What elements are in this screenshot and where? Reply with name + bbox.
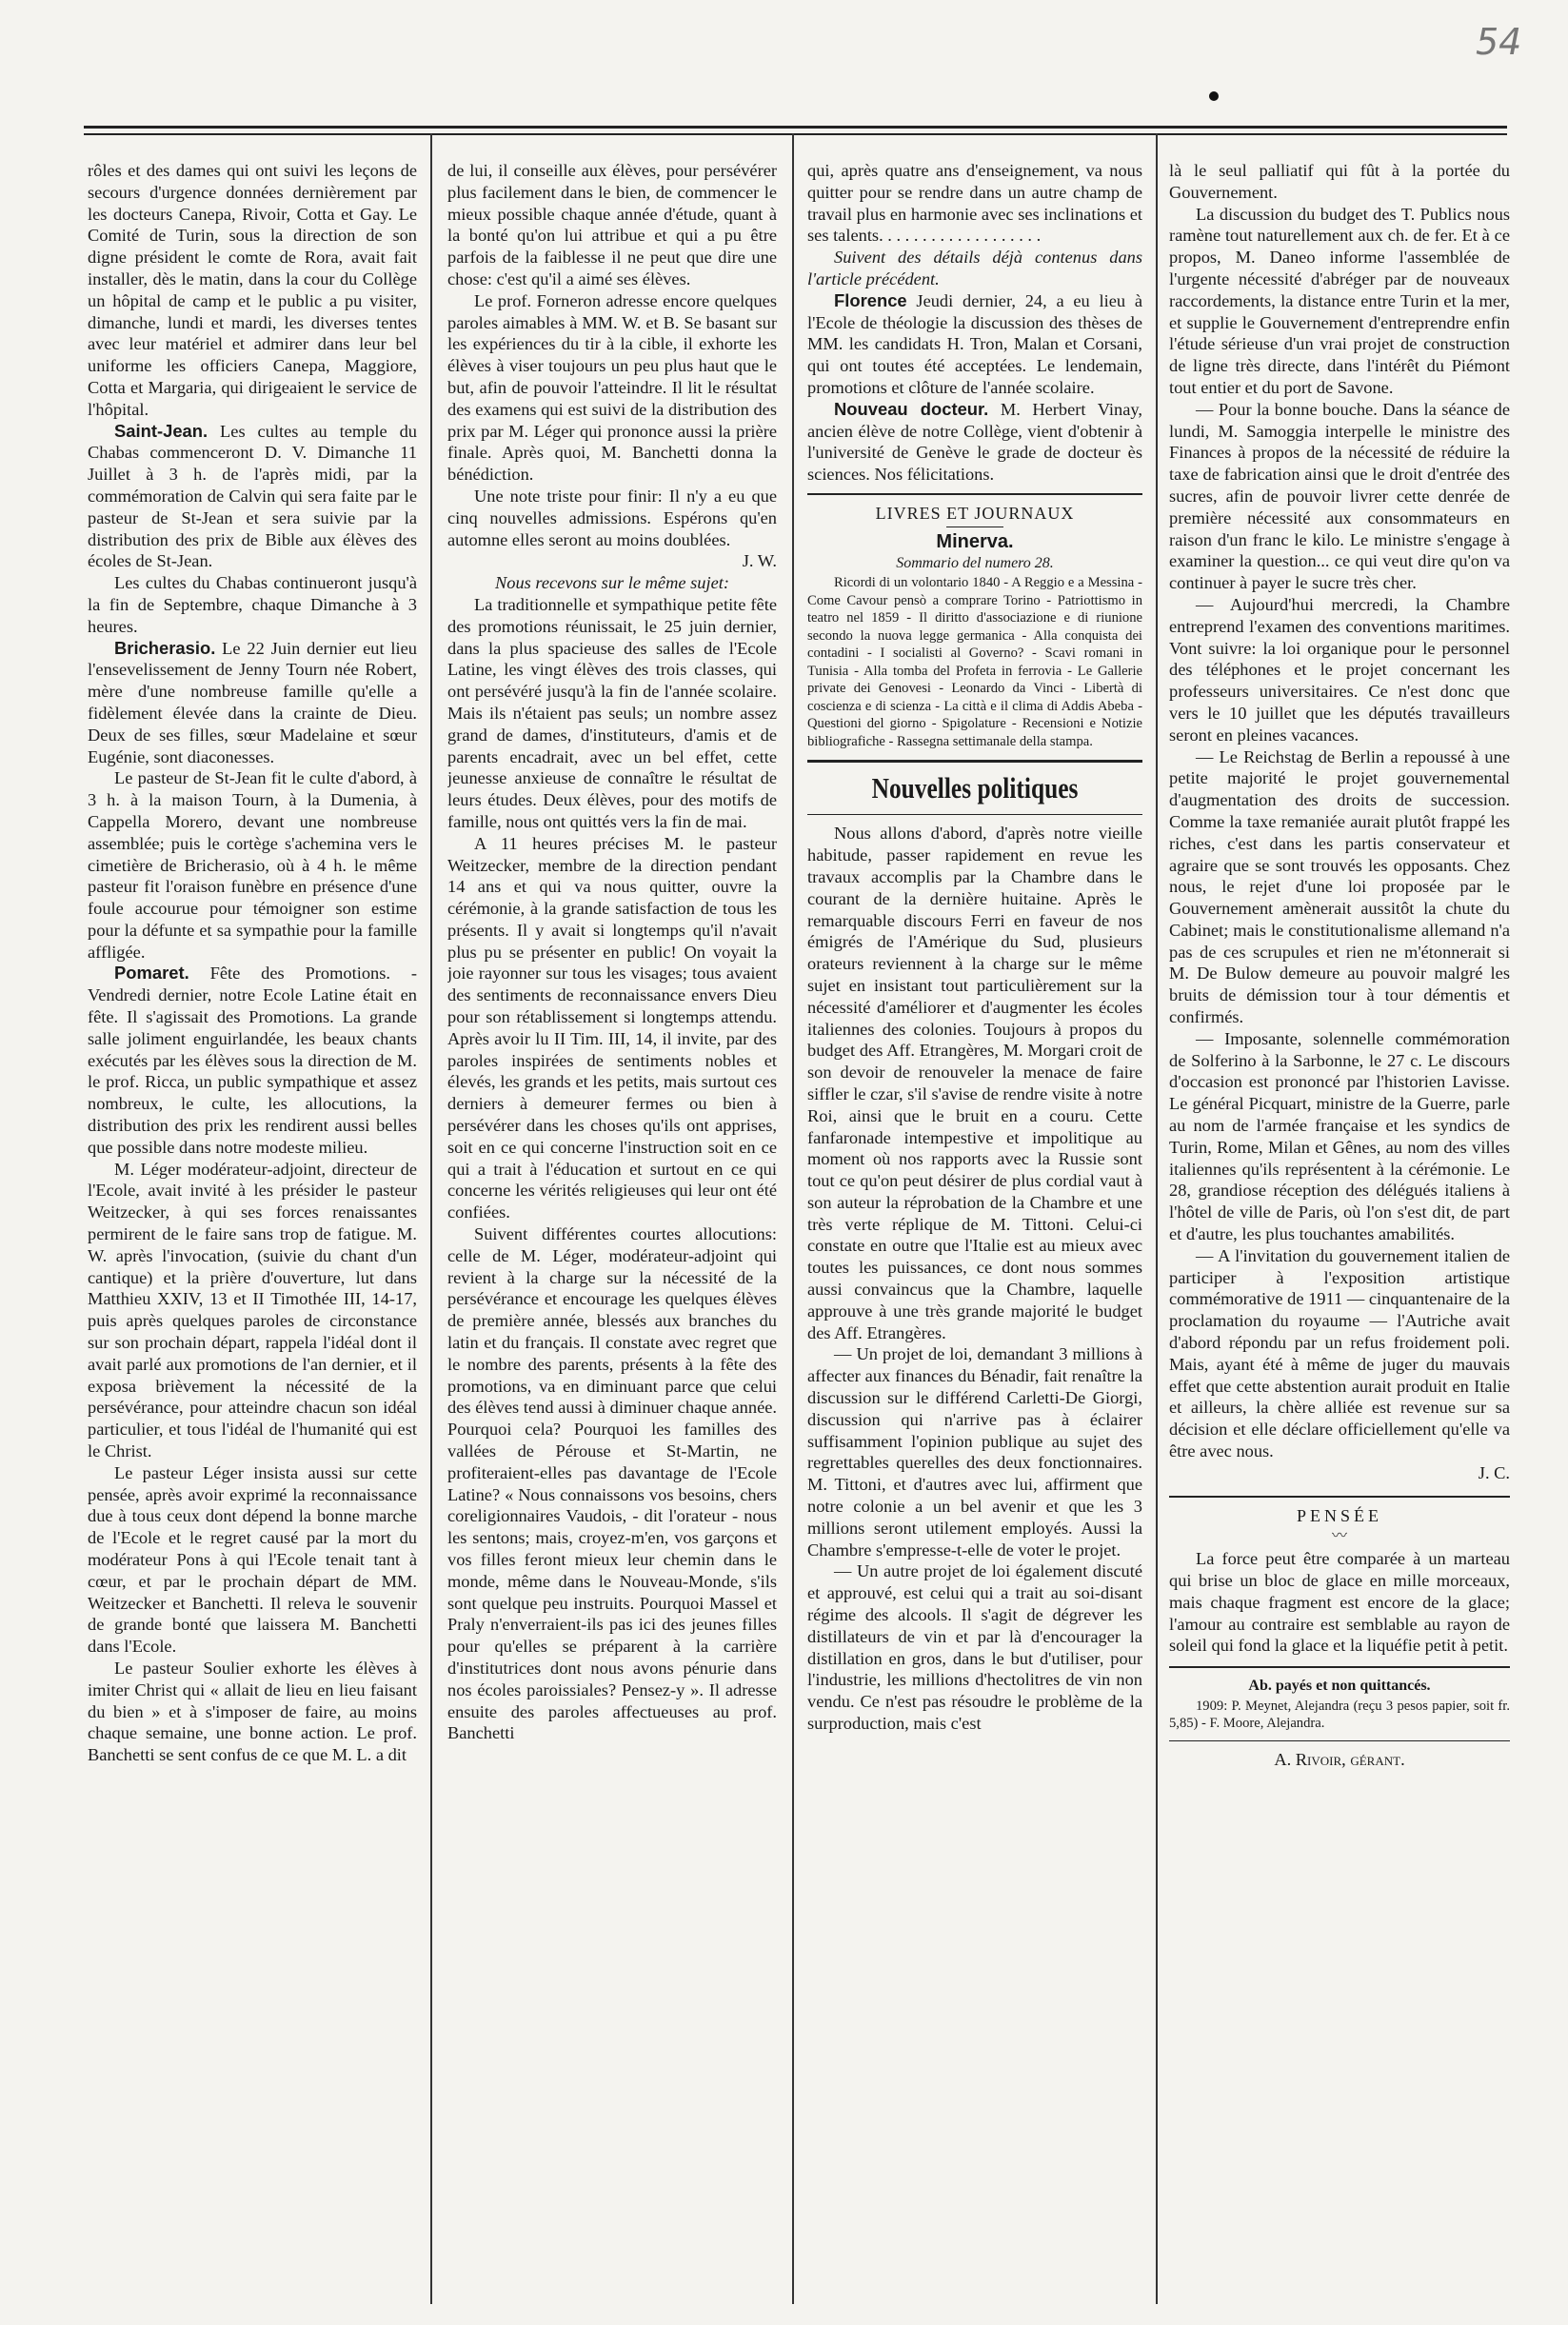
column-4-news (1169, 160, 1510, 1484)
article-text: Fête des Promotions. - Vendredi dernier, notre Ecole Latine était en fête. Il s'agissait des Promotions. La grande salle joliment enguirlandée, les beaux chants exécutés par les élèves sous la direction de M. le prof. Ricca, un public sympathique et assez nombreux, le culte, les allocutions, la distribution des prix les rendirent aussi belles que possible dans notre modeste milieu. (88, 964, 417, 1157)
section-rule-thick (807, 760, 1142, 763)
column-3-news (807, 160, 1142, 486)
article-text: Les cultes au temple du Chabas commenceront D. V. Dimanche 11 Juillet à 3 h. de l'après midi, par la commémoration de Calvin qui sera faite par le pasteur de St-Jean et sera suivie par la distribution des prix de Bible aux élèves des écoles de St-Jean. (88, 421, 417, 571)
article-text: de lui, il conseille aux élèves, pour persévérer plus facilement dans le bien, de commencer le mieux possible chaque année d'étude, quant à la bonté qu'on lui attribue et qui a pu être parfois de la faiblesse il ne peut que dire une chose: c'est qu'il a aimé ses élèves. (447, 161, 777, 288)
article-paragraph (88, 572, 417, 637)
article-paragraph (88, 421, 417, 573)
article-text: qui, après quatre ans d'enseignement, va nous quitter pour se rendre dans un autre champ de travail plus en harmonie avec ses inclinations et ses talents. . . . . . . . . . . . . . . . . . . (807, 161, 1142, 246)
squiggle-ornament: 〰 (1331, 1528, 1347, 1545)
article-text: Le pasteur de St-Jean fit le culte d'abord, à 3 h. à la maison Tourn, à la Dumenia, à Cappella Morero, devant une nombreuse assemblée; puis le cortège s'achemina vers le cimetière de Bricherasio, où à 4 h. le même pasteur fit l'oraison funèbre en présence d'une foule accourue pour témoigner son estime pour la défunte et sa sympathie pour la famille affligée. (88, 768, 417, 962)
ink-dot (1209, 91, 1219, 101)
article-paragraph (807, 823, 1142, 1343)
article-paragraph (88, 160, 417, 421)
article-text: Nous allons d'abord, d'après notre vieille habitude, passer rapidement en revue les travaux accomplis par la Chambre dans le courant de la dernière huitaine. Après le remarquable discours Ferri en faveur de nos émigrés de l'Amérique du Sud, plusieurs orateurs reviennent à la charge sur le même sujet en insistant tout particulièrement sur la nécessité d'améliorer et d'augmenter les écoles italiennes des colonies. Toujours à propos du budget des Aff. Etrangères, M. Morgari croit de son devoir de renouveler la menace de faire siffler le czar, s'il s'avise de rendre visite à notre Roi, ainsi que le bruit en a couru. Cette fanfaronade intempestive et impolitique au moment où nos rapports avec la Russie sont tout ce qu'on peut désirer de plus cordial vaut à son auteur la réprobation de la Chambre et une très verte réplique de M. Tittoni. Celui-ci constate en outre que l'Italie est au mieux avec toutes les puissances, ce dont nous sommes aussi convaincus que la Chambre, laquelle approuve à une très grande majorité le budget des Aff. Etrangères. (807, 824, 1142, 1342)
nouvelles-politiques-body (807, 823, 1142, 1734)
article-text: J. C. (1478, 1462, 1510, 1482)
minerva-contents: Ricordi di un volontario 1840 - A Reggio e a Messina - Come Cavour pensò a comprare Torino - Patriottismo in teatro nel 1859 - Il diritto d'associazione e di riunione secondo la nuova legge germanica - Alla conquista dei contadini - I socialisti al Governo? - Scavi romani in Tunisia - Alla tomba del Profeta in ferrovia - Le Gallerie private dei Genovesi - Leonardo da Vinci - Libertà di coscienza e di scienza - La città e il clima di Addis Abeba - Questioni del giorno - Spigolature - Recensioni e Notizie bibliografiche - Rassegna settimanale della stampa. (807, 575, 1142, 749)
column-divider-1 (430, 133, 432, 2304)
article-paragraph (447, 160, 777, 290)
gerant-line: A. Rivoir, gérant. (1274, 1749, 1405, 1769)
column-2 (447, 160, 777, 2302)
minerva-subtitle: Sommario del numero 28. (896, 554, 1054, 571)
article-paragraph (88, 963, 417, 1158)
article-text: — Aujourd'hui mercredi, la Chambre entreprend l'examen des conventions maritimes. Vont suivre: la loi organique pour le personnel des téléphones et le projet concernant les professeurs universitaires. Ce n'est donc que vers le 10 juillet que les députés travailleurs seront en pleines vacances. (1169, 594, 1510, 745)
article-paragraph (807, 1560, 1142, 1734)
page-number: 54 (1476, 21, 1522, 63)
article-lead: Nouveau docteur. (834, 398, 989, 419)
article-text: Une note triste pour finir: Il n'y a eu que cinq nouvelles admissions. Espérons qu'en automne elles seront au moins doublées. (447, 486, 777, 549)
article-text: Suivent différentes courtes allocutions: celle de M. Léger, modérateur-adjoint qui revient à la charge sur la nécessité de la persévérance et encourage les quelques élèves de première année, blessés aux branches du latin et du français. Il constate avec regret que le nombre des parents, présents à la fête des promotions, va en diminuant parce que celui des élèves tend aussi à diminuer chaque année. Pourquoi cela? Pourquoi les familles des vallées de Pérouse et St-Martin, ne profiteraient-elles pas davantage de l'Ecole Latine? « Nous connaissons vos besoins, chers coreligionnaires Vaudois, - dit l'orateur - nous les sentons; mais, croyez-m'en, vos garçons et vos filles feront mieux leur chemin dans le monde, même dans le Nouveau-Monde, s'ils sont quelque peu instruits. Pourquoi Massel et Praly n'enverraient-ils pas ici des jeunes filles pour qu'elles se préparent à la carrière d'institutrices dont nous avons pénurie dans nos écoles paroissiales? Pensez-y ». Il adresse ensuite des paroles affectueuses au prof. Banchetti (447, 1224, 777, 1743)
livres-heading: LIVRES ET JOURNAUX (875, 503, 1075, 523)
minerva-title: Minerva. (936, 530, 1014, 552)
article-text: — Un projet de loi, demandant 3 millions à affecter aux finances du Bénadir, fait renaître la discussion sur le différend Carletti-De Giorgi, discussion qui n'arrive pas à éclairer suffisamment l'opinion publique au sujet des regrettables querelles des deux fonctionnaires. M. Tittoni, et d'autres avec lui, affirment que notre colonie a un bel avenir et que les 3 millions seront utilement employés. Aussi la Chambre s'empresse-t-elle de voter le projet. (807, 1344, 1142, 1560)
signature (1169, 1462, 1510, 1484)
heading-underline (807, 814, 1142, 815)
article-text: M. Léger modérateur-adjoint, directeur de l'Ecole, avait invité à les présider le pasteur Weitzecker, à qui ses forces renaissantes permirent de le faire sans trop de fatigue. M. W. après l'invocation, (suivie du chant d'un cantique) et la prière d'ouverture, lut dans Matthieu XXIV, 13 et II Timothée III, 14-17, puis après quelques paroles de circonstance sur son prochain départ, rappela l'idéal dont il avait parlé aux promotions de l'an dernier, et il exposa brièvement la nécessité de la persévérance, pour atteindre chacun son idéal particulier, et tous l'idéal de l'humanité qui est le Christ. (88, 1159, 417, 1461)
article-paragraph (1169, 399, 1510, 594)
section-rule (1169, 1496, 1510, 1498)
article-paragraph (447, 833, 777, 1223)
column-3 (807, 160, 1142, 2302)
column-divider-3 (1156, 133, 1158, 2304)
column-4 (1169, 160, 1510, 2302)
column-1 (88, 160, 417, 2302)
article-paragraph (807, 399, 1142, 486)
article-paragraph (1169, 746, 1510, 1028)
article-text: A 11 heures précises M. le pasteur Weitzecker, membre de la direction pendant 14 ans et qui va nous quitter, ouvre la cérémonie, à la grande satisfaction de tous les présents. Il y avait si longtemps qu'il n'avait plus pu se présenter en public! On voyait la joie rayonner sur tous les visages; tous avaient des sentiments de reconnaissance envers Dieu pour son rétablissement si longtemps attendu. Après avoir lu II Tim. III, 14, il invite, par des paroles inspirées de sentiments nobles et élevés, les grands et les petits, mais surtout ces derniers à demeurer fermes ou bien à persévérer dans les choses qu'ils ont apprises, soit en ce qui concerne l'instruction soit en ce qui a trait à l'éducation et surtout en ce qui concerne les vérités religieuses qui leur ont été confiées. (447, 833, 777, 1222)
section-rule (1169, 1666, 1510, 1668)
nouvelles-politiques-heading: Nouvelles politiques (871, 771, 1079, 805)
article-lead: Florence (834, 289, 907, 310)
article-text: Suivent des détails déjà contenus dans l'article précédent. (807, 248, 1142, 288)
article-lead: Bricherasio. (114, 637, 216, 658)
article-paragraph (88, 1159, 417, 1462)
section-rule (1169, 1740, 1510, 1741)
article-paragraph (807, 1343, 1142, 1560)
article-text: — Imposante, solennelle commémoration de Solferino à la Sarbonne, le 27 c. Le discours d'occasion est prononcé par l'historien Lavisse. Le général Picquart, ministre de la Guerre, parle au nom de l'armée française et les syndics de Turin, Rome, Milan et Gênes, au nom des villes italiennes qu'ils représentent à la cérémonie. Le 28, grandiose réception des délégués italiens à l'hôtel de ville de Paris, où l'on s'est dit, de part et d'autre, les plus touchantes amabilités. (1169, 1028, 1510, 1244)
article-paragraph (447, 290, 777, 486)
section-rule (807, 493, 1142, 495)
article-paragraph (1169, 160, 1510, 204)
article-text: J. W. (742, 551, 777, 571)
pensee-heading: PENSÉE (1296, 1505, 1382, 1525)
pensee-text: La force peut être comparée à un marteau qui brise un bloc de glace en mille morceaux, mais chaque fragment est encore de la glace; l'amour au contraire est semblable au rayon de soleil qui fond la glace et la liquéfie petit à petit. (1169, 1549, 1510, 1656)
ab-text: 1909: P. Meynet, Alejandra (reçu 3 pesos papier, soit fr. 5,85) - F. Moore, Alejandra. (1169, 1698, 1510, 1732)
article-text: Le pasteur Léger insista aussi sur cette pensée, après avoir exprimé la reconnaissance due à tous ceux dont dépend la bonne marche de l'Ecole et le regret causé par la mort du modérateur Pons à qui l'Ecole tenait tant à cœur, et par le prochain départ de MM. Weitzecker et Banchetti. Il releva le souvenir de grande bonté que laissera M. Banchetti dans l'Ecole. (88, 1462, 417, 1657)
article-text: Le 22 Juin dernier eut lieu l'ensevelissement de Jenny Tourn née Robert, mère d'une nombreuse famille qu'elle a fidèlement élevée dans la crainte de Dieu. Deux de ses filles, sœur Madelaine et sœur Eugénie, sont diaconesses. (88, 638, 417, 766)
article-text: Nous recevons sur le même sujet: (494, 573, 729, 593)
article-lead: Pomaret. (114, 963, 189, 984)
article-text: Le pasteur Soulier exhorte les élèves à imiter Christ qui « allait de lieu en lieu faisant du bien » et à s'imposer de faire, au moins chaque semaine, une bonne action. Le prof. Banchetti se sent confus de ce que M. L. a dit (88, 1658, 417, 1765)
article-paragraph (807, 160, 1142, 247)
article-paragraph (88, 1658, 417, 1766)
article-text: — A l'invitation du gouvernement italien de participer à l'exposition artistique commémorative de 1911 — cinquantenaire de la proclamation du royaume — l'Autriche avait d'abord répondu par un refus froidement poli. Mais, ayant été à même de juger du mauvais effet que cette abstention aurait produit en Italie et ailleurs, la chère alliée est revenue sur sa décision et elle déclare officiellement qu'elle va être avec nous. (1169, 1245, 1510, 1461)
article-paragraph (1169, 1245, 1510, 1462)
article-paragraph (807, 290, 1142, 399)
article-text: — Pour la bonne bouche. Dans la séance de lundi, M. Samoggia interpelle le ministre des Finances à propos de la nécessité de réduire la taxe de fabrication ainsi que le droit d'entrée des sucres, afin de pouvoir livrer cette denrée de première nécessité aux consommateurs en raison d'un franc le kilo. Le ministre s'engage à examiner la question... ce qui veut dire qu'on va continuer à payer le sucre très cher. (1169, 399, 1510, 593)
article-paragraph (1169, 594, 1510, 746)
article-paragraph (447, 594, 777, 833)
article-paragraph (447, 572, 777, 594)
article-paragraph (447, 1223, 777, 1744)
top-rule-thick (84, 126, 1507, 129)
article-paragraph (88, 638, 417, 768)
article-text: Le prof. Forneron adresse encore quelques paroles aimables à MM. W. et B. Se basant sur les expériences du tir à la cible, il exhorte les élèves à viser toujours un peu plus haut que le but, afin de pouvoir l'atteindre. Il lit le résultat des examens qui est suivi de la distribution des prix par M. Léger qui prononce aussi la prière finale. Après quoi, M. Banchetti donna la bénédiction. (447, 290, 777, 485)
top-rule-thin (84, 133, 1507, 135)
article-paragraph (1169, 1028, 1510, 1245)
article-text: M. Herbert Vinay, ancien élève de notre Collège, vient d'obtenir à l'université de Genève le grade de docteur ès sciences. Nos félicitations. (807, 399, 1142, 485)
article-text: Les cultes du Chabas continueront jusqu'à la fin de Septembre, chaque Dimanche à 3 heures. (88, 573, 417, 636)
article-text: rôles et des dames qui ont suivi les leçons de secours d'urgence données dernièrement par les docteurs Canepa, Rivoir, Cotta et Gay. Le Comité de Turin, sous la direction de son digne président le comte de Rora, avait fait installer, dès le matin, dans la cour du Collège un hôpital de camp et le public a pu visiter, dimanche, lundi et mardi, les diverses tentes avec leur matériel et admirer dans leur bel uniforme les officiers Canepa, Maggiore, Cotta et Margaria, qui dirigeaient le service de l'hôpital. (88, 161, 417, 419)
signature (447, 550, 777, 572)
article-text: là le seul palliatif qui fût à la portée du Gouvernement. (1169, 161, 1510, 202)
article-text: Jeudi dernier, 24, a eu lieu à l'Ecole de théologie la discussion des thèses de MM. les candidats H. Tron, Malan et Corsani, qui ont toutes été acceptées. Le lendemain, promotions et clôture de l'année scolaire. (807, 290, 1142, 397)
article-paragraph (807, 247, 1142, 290)
article-paragraph (88, 1462, 417, 1658)
article-paragraph (447, 486, 777, 550)
article-paragraph (88, 767, 417, 963)
article-paragraph (1169, 204, 1510, 399)
article-text: La traditionnelle et sympathique petite fête des promotions réunissait, le 25 juin dernier, dans la plus spacieuse des salles de l'Ecole Latine, les vingt élèves des trois classes, qui ont persévéré jusqu'à la fin de l'année scolaire. Mais ils n'étaient pas seuls; un nombre assez grand de dames, d'instituteurs, d'amis et de parents encadrait, avec un bel effet, cette jeunesse anxieuse de connaître le résultat de leurs études. Deux élèves, pour des motifs de famille, nous ont quittés vers la fin de mai. (447, 594, 777, 831)
article-text: — Un autre projet de loi également discuté et approuvé, est celui qui a trait au soi-disant régime des alcools. Il s'agit de dégrever les distillateurs de vin et par là d'encourager la distillation en gros, dans le but d'utiliser, pour l'industrie, les millions d'hectolitres de vin non vendu. Ce n'est pas résoudre le problème de la surproduction, mais c'est (807, 1561, 1142, 1734)
article-text: La discussion du budget des T. Publics nous ramène tout naturellement aux ch. de fer. Et à ce propos, M. Daneo informe l'assemblée de l'urgente nécessité d'abréger par de nouveaux raccordements, la distance entre Turin et la mer, et supplie le Gouvernement d'entreprendre enfin l'étude sérieuse d'un vrai projet de construction de ligne très directe, dans l'intérêt du Piémont tout entier et du port de Savone. (1169, 204, 1510, 397)
column-divider-2 (792, 133, 794, 2304)
ab-heading: Ab. payés et non quittancés. (1248, 1678, 1431, 1695)
article-lead: Saint-Jean. (114, 420, 208, 441)
article-text: — Le Reichstag de Berlin a repoussé à une petite majorité le projet gouvernemental d'augmentation des droits de succession. Comme la taxe remaniée aurait plutôt frappé les riches, c'est dans les partis conservateur et agraire que se sont trouvés les opposants. Chez nous, le rejet d'une loi proposée par le Gouvernement amènerait aussitôt la chute du Cabinet; mais le constitutionalisme allemand n'a pas de ces scrupules et rien ne m'étonnerait si M. De Bulow demeure au pouvoir malgré les bruits de démission tour à tour démentis et confirmés. (1169, 746, 1510, 1027)
